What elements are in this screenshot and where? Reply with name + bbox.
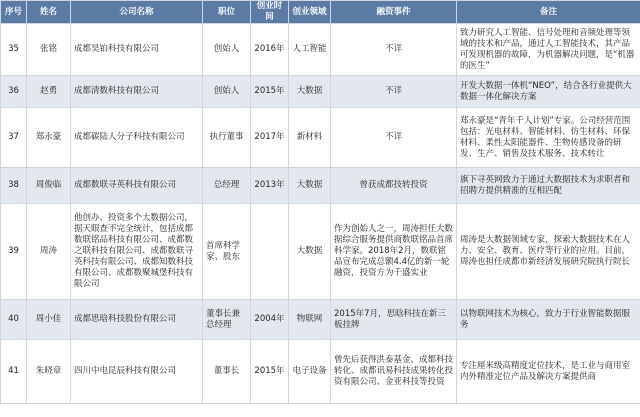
cell-position: 执行董事 (203, 108, 251, 168)
cell-note: 周涛是大数据领域专家，探索大数据技术在人力、安全、教育、医疗等行业的应用。目前，周涛也担任成都市新经济发展研究院执行院长 (457, 204, 640, 300)
cell-company: 成都思晗科技股份有限公司 (71, 300, 203, 340)
cell-company: 成都碳陆人分子科技有限公司 (71, 108, 203, 168)
header-field: 创业领域 (289, 1, 331, 24)
cell-no: 39 (1, 204, 27, 300)
cell-note: 开发大数据一体机“NEO”，结合各行业提供大数据一体化解决方案 (457, 76, 640, 108)
cell-position: 总经理 (203, 168, 251, 204)
cell-company: 成都清数科技有限公司 (71, 76, 203, 108)
cell-funding: 作为创始人之一，周涛担任大数据综合服务提供商数联铭品首席科学家。2018年2月，数联铭品宣布完成总额4.4亿的新一轮融资，投资方为千盛实业 (331, 204, 457, 300)
table-row (1, 168, 640, 204)
cell-field: 物联网 (289, 300, 331, 340)
cell-name: 赵勇 (27, 76, 71, 108)
cell-note: 致力研究人工智能、信号处理和音频处理等领域的技术和产品，通过人工智能技术，其产品可发现机器的故障，为机器解决问题，是“机器的医生” (457, 24, 640, 76)
cell-funding: 曾获成都技转投资 (331, 168, 457, 204)
cell-note: 专注厘米级高精度定位技术，是工业与商用室内外精准定位产品及解决方案提供商 (457, 340, 640, 404)
table-row (1, 108, 640, 168)
table-row (1, 76, 640, 108)
header-note: 备注 (457, 1, 640, 24)
cell-position: 首席科学家、股东 (203, 204, 251, 300)
cell-field: 人工智能 (289, 24, 331, 76)
cell-name: 郑永豪 (27, 108, 71, 168)
cell-position: 董事长兼总经理 (203, 300, 251, 340)
cell-year: 2013年 (251, 168, 289, 204)
cell-no: 40 (1, 300, 27, 340)
header-no: 序号 (1, 1, 27, 24)
cell-no: 41 (1, 340, 27, 404)
cell-company: 成都数联寻英科技有限公司 (71, 168, 203, 204)
cell-name: 朱晓章 (27, 340, 71, 404)
cell-year (251, 204, 289, 300)
cell-year: 2016年 (251, 24, 289, 76)
cell-no: 37 (1, 108, 27, 168)
cell-funding: 不详 (331, 108, 457, 168)
cell-position: 创始人 (203, 24, 251, 76)
table-row (1, 340, 640, 404)
cell-no: 36 (1, 76, 27, 108)
cell-funding: 不详 (331, 76, 457, 108)
cell-year: 2017年 (251, 108, 289, 168)
cell-field: 大数据 (289, 204, 331, 300)
cell-note: 郑永豪是“青年千人计划”专家。公司经营范围包括：光电材料、智能材料、仿生材料、环保材料、柔性太阳能器件、生物传感设备的研发、生产、销售及技术服务、技术转让 (457, 108, 640, 168)
cell-note: 旗下寻英网致力于通过大数据技术为求职者和招聘方提供精准的互相匹配 (457, 168, 640, 204)
cell-company: 他创办、投资多个大数据公司，据天眼查不完全统计，包括成都数联铭品科技有限公司、成都数之联科技有限公司、成都数联寻英科技有限公司、成都知数科技有限公司、成都数聚城堡科技有限公司 (71, 204, 203, 300)
table-header-row (1, 1, 640, 24)
cell-no: 35 (1, 24, 27, 76)
cell-name: 周俊临 (27, 168, 71, 204)
cell-field: 新材料 (289, 108, 331, 168)
header-position: 职位 (203, 1, 251, 24)
cell-position: 董事长 (203, 340, 251, 404)
cell-field: 电子设备 (289, 340, 331, 404)
cell-field: 大数据 (289, 76, 331, 108)
header-company: 公司名称 (71, 1, 203, 24)
cell-year: 2004年 (251, 300, 289, 340)
cell-position: 创始人 (203, 76, 251, 108)
cell-name: 周小佳 (27, 300, 71, 340)
cell-company: 四川中电昆辰科技有限公司 (71, 340, 203, 404)
cell-name: 张铭 (27, 24, 71, 76)
header-name: 姓名 (27, 1, 71, 24)
cell-company: 成都昊铂科技有限公司 (71, 24, 203, 76)
cell-funding: 2015年7月，思晗科技在新三板挂牌 (331, 300, 457, 340)
table-row (1, 300, 640, 340)
header-year: 创业时间 (251, 1, 289, 24)
header-funding: 融资事件 (331, 1, 457, 24)
cell-funding: 曾先后获得洪泰基金、成都科技转化、成都讯易科技成果转化投资有限公司、金亚科技等投资 (331, 340, 457, 404)
cell-year: 2015年 (251, 340, 289, 404)
cell-note: 以物联网技术为核心，致力于行业智能数据服务 (457, 300, 640, 340)
cell-year: 2015年 (251, 76, 289, 108)
table-row (1, 204, 640, 300)
cell-no: 38 (1, 168, 27, 204)
cell-field: 大数据 (289, 168, 331, 204)
table-row (1, 24, 640, 76)
cell-funding: 不详 (331, 24, 457, 76)
cell-name: 周涛 (27, 204, 71, 300)
